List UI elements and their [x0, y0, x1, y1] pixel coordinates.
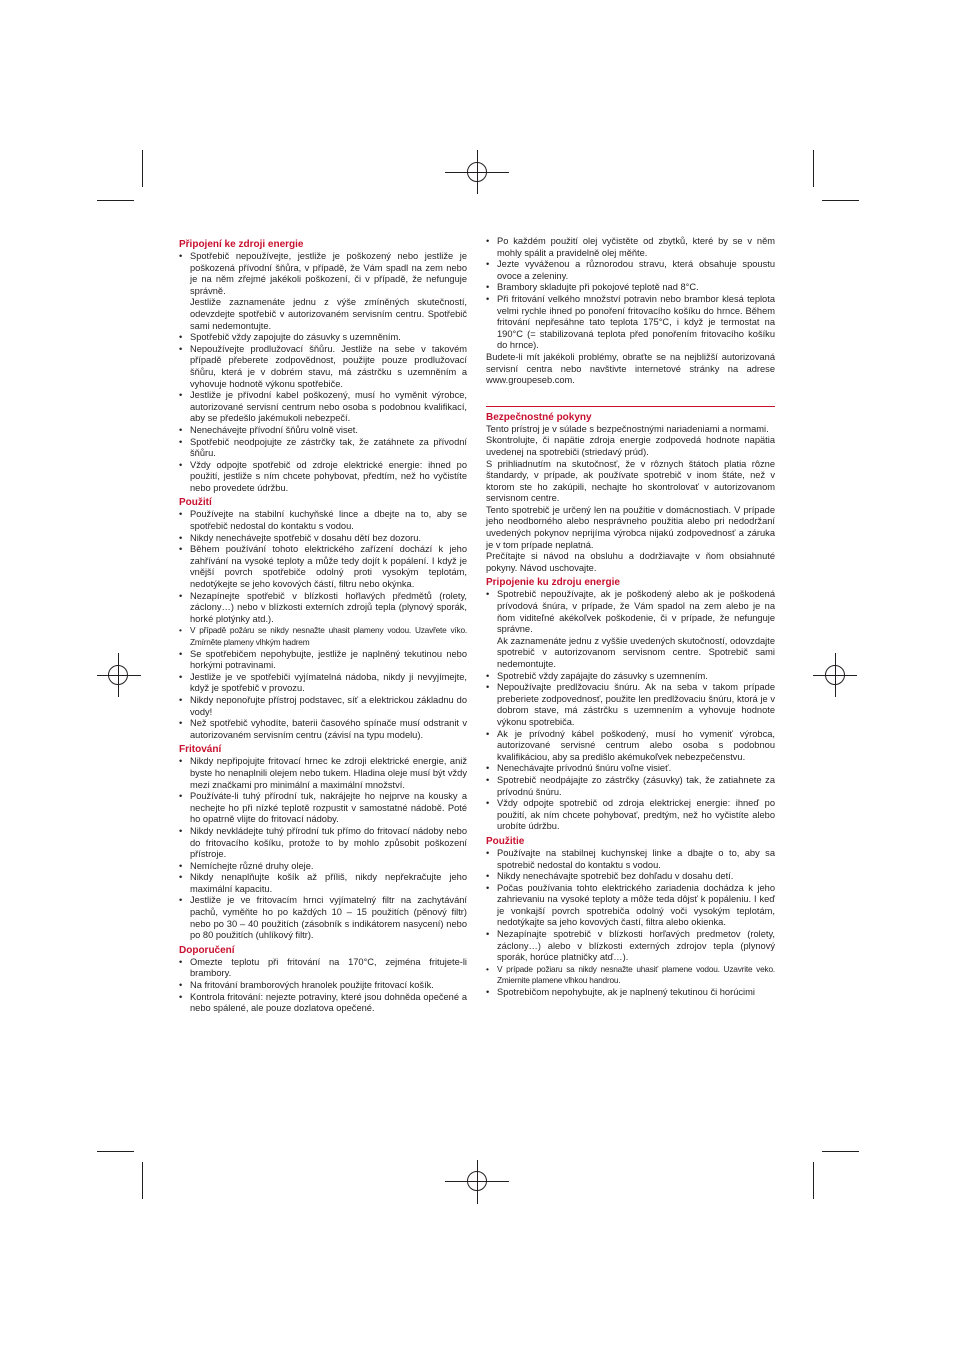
list-item: • Nezapínejte spotřebič v blízkosti hořlavých předmětů (rolety, záclony…) nebo v blízkosti externích zdrojů tepla (plynový sporák, horké plotýnky atd.).	[179, 591, 467, 626]
list-item: • Vždy odpojte spotřebič od zdroje elektrické energie: ihned po použití, jestliže s ním chcete pohybovat, předtím, než ho vyčistíte nebo provedete údržbu.	[179, 460, 467, 495]
list-item: • Nemíchejte různé druhy oleje.	[179, 861, 467, 873]
section-heading-bezpecnostne-pokyny: Bezpečnostné pokyny	[486, 411, 592, 423]
list-item: • Nepoužívejte prodlužovací šňůru. Jestliže na sebe v takovém případě přeberete zodpovědnost, použijte pouze prodlužovací šňůru, která je v dobrém stavu, má zástrčku s uzemněním a vyhovuje hodnotě výkonu spotřebiče.	[179, 344, 467, 390]
list-item: • Spotrebič vždy zapájajte do zásuvky s uzemnením.	[486, 671, 775, 683]
crop-mark-br-h	[822, 1151, 859, 1152]
service-note: Budete-li mít jakékoli problémy, obraťte se na nejbližší autorizovaná servisní centra nebo navštivte internetové stránky na adrese www.groupeseb.com.	[486, 351, 775, 386]
list-item: • Kontrola fritování: nejezte potraviny, které jsou dohněda opečené a nebo spálené, ale pouze dozlatova opečené.	[179, 992, 467, 1015]
section-heading-pripojenie: Pripojenie ku zdroju energie	[486, 577, 620, 589]
list-item: • Při fritování velkého množství potravin nebo brambor klesá teplota velmi rychle ihned po ponoření fritovacího košíku do hrnce. Během fritování nepřesáhne tato teplota 175°C, i když je termostat na 190°C (= stabilizovaná teplota před ponořením fritovacího košíku do hrnce).	[486, 294, 775, 352]
list-item: • V případě požáru se nikdy nesnažte uhasit plameny vodou. Uzavřete víko. Zmírněte plameny vlhkým hadrem	[179, 625, 467, 648]
paragraph: Tento spotrebič je určený len na použitie v domácnostiach. V prípade jeho neodborného alebo nesprávneho použitia alebo pri nedodržaní uvedených pokynov neprijíma výrobca nijakú zodpovednosť a záruka je v tom prípade neplatná.	[486, 504, 775, 550]
list-item: • Na fritování bramborových hranolek použijte fritovací košík.	[179, 980, 467, 992]
list-item: • Nikdy neponořujte přístroj podstavec, síť a elektrickou základnu do vody!	[179, 695, 467, 718]
section-heading-pripojeni: Připojení ke zdroji energie	[179, 239, 304, 250]
list-doporuceni-continued	[486, 236, 775, 352]
list-item: • Brambory skladujte při pokojové teplotě nad 8°C.	[486, 282, 775, 294]
list-item: • Spotřebič neodpojujte ze zástrčky tak, že zatáhnete za přívodní šňůru.	[179, 437, 467, 460]
crop-mark-bl-v	[142, 1162, 143, 1199]
list-item: • Nenechávajte prívodnú šnúru voľne visieť.	[486, 763, 775, 775]
list-item: • Jezte vyváženou a různorodou stravu, která obsahuje spoustu ovoce a zeleniny.	[486, 259, 775, 282]
list-item: • V prípade požiaru sa nikdy nesnažte uhasiť plamene vodou. Uzavrite veko. Zmiernite plamene vlhkou handrou.	[486, 964, 775, 987]
list-item: • Se spotřebičem nepohybujte, jestliže je naplněný tekutinou nebo horkými potravinami.	[179, 649, 467, 672]
list-item-note: Ak zaznamenáte jednu z vyššie uvedených skutočností, odovzdajte spotrebič v autorizovanom servisnom centre. Spotrebič sami nedemontujte.	[497, 635, 775, 669]
list-item: • Nezapínajte spotrebič v blízkosti horľavých predmetov (rolety, záclony…) alebo v blízkosti externých zdrojov tepla (plynový sporák, horúce platničky atď…).	[486, 929, 775, 964]
list-item: • Nikdy nenaplňujte košík až příliš, nikdy nepřekračujte jeho maximální kapacitu.	[179, 872, 467, 895]
list-item: • Omezte teplotu při fritování na 170°C, zejména fritujete-li brambory.	[179, 957, 467, 980]
list-item: • Nikdy nenechávejte spotřebič v dosahu dětí bez dozoru.	[179, 533, 467, 545]
list-item: • Ak je prívodný kábel poškodený, musí ho vymeniť výrobca, autorizované servisné centrum alebo osoba s podobnou kvalifikáciou, aby sa predišlo akémukoľvek nebezpečenstvu.	[486, 729, 775, 764]
list-pouzitie	[486, 848, 775, 999]
section-heading-pouziti: Použití	[179, 497, 212, 509]
list-pripojeni	[179, 251, 467, 494]
list-item: • Spotrebič neodpájajte zo zástrčky (zásuvky) tak, že zatiahnete za prívodnú šnúru.	[486, 775, 775, 798]
right-column	[486, 236, 775, 999]
list-item: • Spotřebič nepoužívejte, jestliže je poškozený nebo jestliže je poškozená přívodní šňůra, v případě, že Vám spadl na zem nebo je na něm zřejmé jakékoli poškození, či v případě, že nefunguje správně. Jestliže zaznamenáte jednu z výše zmíněných skutečností, odevzdejte spotřebič v autorizovaném servisním centru. Spotřebič sami nedemontujte.	[179, 251, 467, 332]
list-item: • Po každém použití olej vyčistěte od zbytků, které by se v něm mohly spálit a pravidelně olej měňte.	[486, 236, 775, 259]
list-item: • Používejte na stabilní kuchyňské lince a dbejte na to, aby se spotřebič nedostal do kontaktu s vodou.	[179, 509, 467, 532]
section-heading-doporuceni: Doporučení	[179, 944, 235, 956]
list-item: • Jestliže je ve spotřebiči vyjímatelná nádoba, nikdy ji nevyjímejte, když je spotřebič v provozu.	[179, 672, 467, 695]
list-item: • Jestliže je přívodní kabel poškozený, musí ho vyměnit výrobce, autorizované servisní centrum nebo osoba s podobnou kvalifikací, aby se předešlo jakémukoli nebezpečí.	[179, 390, 467, 425]
list-item: • Nikdy nepřipojujte fritovací hrnec ke zdroji elektrické energie, aniž byste ho nenaplnili olejem nebo tukem. Hladina oleje musí být vždy mezi značkami pro minimální a maximální množství.	[179, 756, 467, 791]
crop-mark-bl-h	[97, 1151, 134, 1152]
list-item: • Nikdy nevkládejte tuhý přírodní tuk přímo do fritovací nádoby nebo do fritovacího košíku, protože to by mohlo způsobit poškození přístroje.	[179, 826, 467, 861]
crop-mark-tr-v	[813, 150, 814, 187]
list-doporuceni	[179, 957, 467, 1015]
list-item: • Spotřebič vždy zapojujte do zásuvky s uzemněním.	[179, 332, 467, 344]
paragraph: Tento prístroj je v súlade s bezpečnostnými nariadeniami a normami.	[486, 423, 769, 434]
crop-mark-tl-h	[97, 200, 134, 201]
list-item: • Spotrebič nepoužívajte, ak je poškodený alebo ak je poškodená prívodová šnúra, v prípade, že Vám spadol na zem alebo je na ňom viditeľné akékoľvek poškodenie, či v prípade, že nefunguje správne. Ak zaznamenáte jednu z vyššie uvedených skutočností, odovzdajte spotrebič v autorizovanom servisnom centre. Spotrebič sami nedemontujte.	[486, 589, 775, 670]
list-item: • Nepoužívajte predlžovaciu šnúru. Ak na seba v takom prípade preberiete zodpovednosť, použite len predlžovaciu šnúru, ktorá je v dobrom stave, má zástrčku s uzemnením a vyhovuje hodnote výkonu spotrebiča.	[486, 682, 775, 728]
list-fritovani	[179, 756, 467, 942]
list-item-note: Jestliže zaznamenáte jednu z výše zmíněných skutečností, odevzdejte spotřebič v autorizovaném servisním centru. Spotřebič sami nedemontujte.	[190, 297, 467, 331]
list-item: • Spotrebičom nepohybujte, ak je naplnený tekutinou či horúcimi	[486, 987, 775, 999]
paragraph: Prečítajte si návod na obsluhu a dodržiavajte v ňom obsiahnuté pokyny. Návod uschovajte.	[486, 551, 775, 573]
section-heading-pouzitie: Použitie	[486, 835, 525, 847]
list-item: • Jestliže je ve fritovacím hrnci vyjímatelný filtr na zachytávání pachů, vyměňte ho po každých 10 – 15 použitích (pěnový filtr) nebo po 30 – 40 použitích (zásobník s indikátorem nasycení) nebo po 80 použitích (uhlíkový filtr).	[179, 895, 467, 941]
list-pripojenie	[486, 589, 775, 832]
list-item: • Počas používania tohto elektrického zariadenia dochádza k jeho zahrievaniu na vysoké teploty a môže teda dôjsť k popáleniu. I keď je vonkajší povrch spotrebiča odolný voči vysokým teplotám, nedotýkajte sa jeho kovových častí, filtra alebo okienka.	[486, 883, 775, 929]
section-divider	[486, 406, 775, 407]
list-item: • Během používání tohoto elektrického zařízení dochází k jeho zahřívání na vysoké teploty a může tedy dojít k popálení. I když je vnější povrch spotřebiče odolný proti vysokým teplotám, nedotýkejte se jeho kovových částí, filtru nebo okýnka.	[179, 544, 467, 590]
list-item: • Používajte na stabilnej kuchynskej linke a dbajte o to, aby sa spotrebič nedostal do kontaktu s vodou.	[486, 848, 775, 871]
list-item: • Nenechávejte přívodní šňůru volně viset.	[179, 425, 467, 437]
list-item: • Používáte-li tuhý přírodní tuk, nakrájejte ho nejprve na kousky a nechejte ho při nízké teplotě rozpustit v samostatné nádobě. Poté ho opatrně vlijte do fritovací nádoby.	[179, 791, 467, 826]
list-item: • Nikdy nenechávajte spotrebič bez dohľadu v dosahu detí.	[486, 871, 775, 883]
list-item: • Vždy odpojte spotrebič od zdroja elektrickej energie: ihneď po použití, ak ním chcete pohybovať, predtým, než ho vyčistíte alebo urobíte údržbu.	[486, 798, 775, 833]
crop-mark-tl-v	[142, 150, 143, 187]
paragraph: S prihliadnutím na skutočnosť, že v rôznych štátoch platia rôzne štandardy, v prípade, ak používate spotrebič v inom štáte, než v ktorom ste ho zakúpili, nechajte ho skontrolovať v autorizovanom servisnom centre.	[486, 458, 775, 504]
list-item: • Než spotřebič vyhodíte, baterii časového spínače musí odstranit v autorizovaném servisním centru (závisí na typu modelu).	[179, 718, 467, 741]
crop-mark-tr-h	[822, 200, 859, 201]
section-heading-fritovani: Fritování	[179, 744, 222, 756]
left-column	[179, 236, 467, 1015]
list-pouziti	[179, 509, 467, 741]
crop-mark-br-v	[813, 1162, 814, 1199]
paragraph: Skontrolujte, či napätie zdroja energie zodpovedá hodnote napätia uvedenej na spotrebiči (striedavý prúd).	[486, 435, 775, 457]
